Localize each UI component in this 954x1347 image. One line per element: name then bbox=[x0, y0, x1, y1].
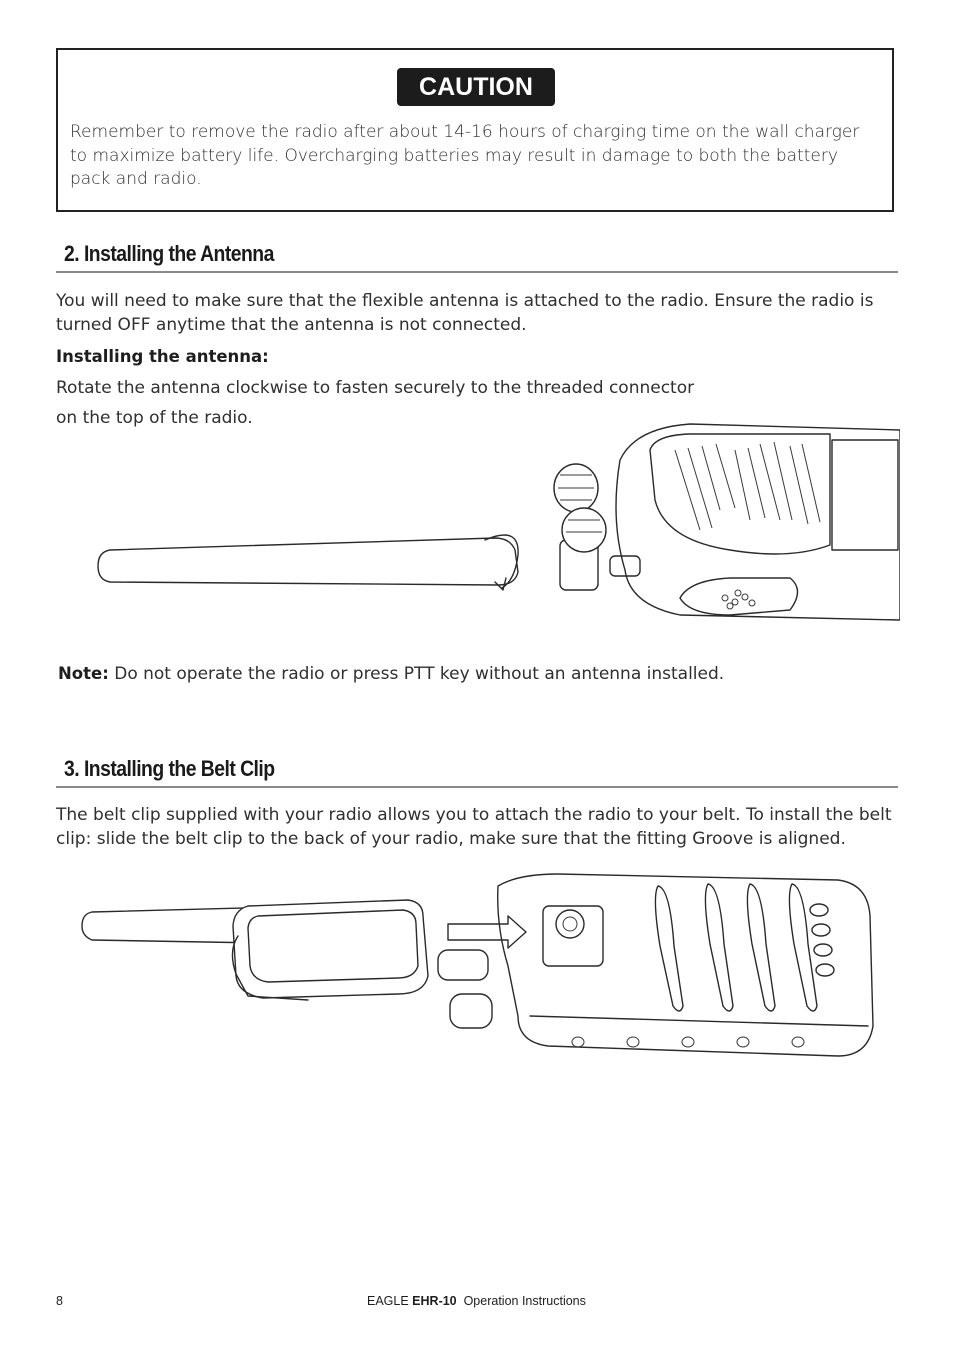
antenna-rod bbox=[98, 538, 518, 585]
antenna-step-line-1: Rotate the antenna clockwise to fasten securely to the threaded connector bbox=[56, 378, 695, 398]
slide-arrow bbox=[448, 916, 526, 948]
belt-clip-intro: The belt clip supplied with your radio allows you to attach the radio to your belt. To install the belt clip: slide the belt clip to the back of your radio, make sure that the fitting Groove is aligned. bbox=[56, 805, 892, 849]
antenna-step-line-2: on the top of the radio. bbox=[56, 408, 253, 428]
section-heading-belt-clip: 3. Installing the Belt Clip bbox=[64, 756, 275, 781]
channel-knob bbox=[562, 508, 606, 552]
antenna-note bbox=[58, 662, 724, 686]
footer-doc-title: Operation Instructions bbox=[456, 1294, 586, 1308]
caution-badge: CAUTION bbox=[397, 68, 555, 106]
footer-model: EHR-10 bbox=[412, 1294, 457, 1308]
note-text: Do not operate the radio or press PTT key without an antenna installed. bbox=[108, 664, 725, 684]
radio-body bbox=[616, 424, 900, 620]
belt-clip-illustration bbox=[78, 866, 878, 1066]
antenna-installation-illustration bbox=[90, 420, 900, 635]
note-label: Note: bbox=[58, 664, 109, 683]
antenna-subheading: Installing the antenna: bbox=[56, 347, 269, 366]
section-divider bbox=[56, 271, 898, 273]
caution-text: Remember to remove the radio after about 14-16 hours of charging time on the wall charger to maximize battery life. Overcharging batteries may result in damage to both the battery pack and radio. bbox=[70, 122, 860, 189]
section-heading-antenna: 2. Installing the Antenna bbox=[64, 241, 274, 266]
footer-title bbox=[367, 1294, 586, 1308]
clip-mount bbox=[543, 906, 603, 966]
mic-grille bbox=[680, 578, 798, 615]
section-divider bbox=[56, 786, 898, 788]
antenna-intro: You will need to make sure that the flexible antenna is attached to the radio. Ensure the radio is turned OFF anytime that the antenna is not connected. bbox=[56, 291, 874, 335]
page-number: 8 bbox=[56, 1294, 63, 1308]
footer-brand: EAGLE bbox=[367, 1294, 413, 1308]
belt-clip bbox=[233, 900, 428, 998]
